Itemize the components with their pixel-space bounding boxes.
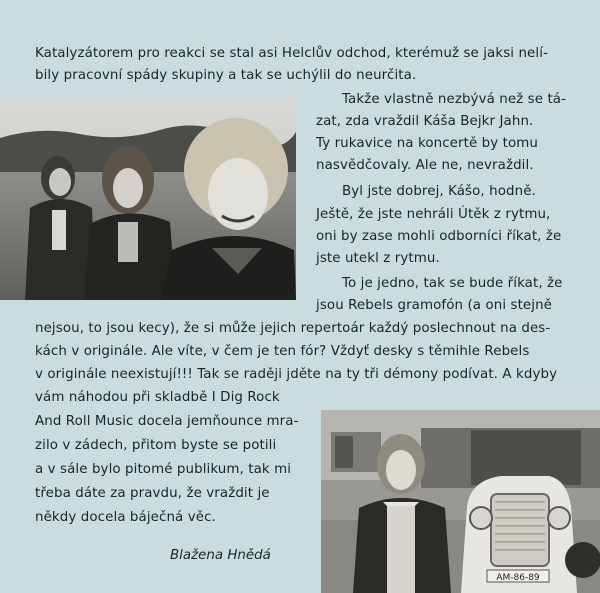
text-line-17: And Roll Music docela jemňounce mra- [35, 414, 299, 429]
text-line-7: Byl jste dobrej, Kášo, hodně. [342, 184, 536, 199]
text-line-10: jste utekl z rytmu. [316, 251, 440, 266]
car-photo-image [321, 410, 600, 593]
text-line-2: bily pracovní spády skupiny a tak se uchýlil do neurčita. [35, 68, 417, 83]
text-line-14: kách v originále. Ale víte, v čem je ten fór? Vždyť desky s těmihle Rebels [35, 344, 530, 359]
text-line-12: jsou Rebels gramofón (a oni stejně [316, 298, 553, 313]
text-line-20: třeba dáte za pravdu, že vraždit je [35, 486, 270, 501]
text-line-15: v originále neexistují!!! Tak se raději jděte na ty tři démony podívat. A kdyby [35, 367, 558, 382]
license-plate: AM-86-89 [496, 573, 540, 583]
text-line-11: To je jedno, tak se bude říkat, že [342, 276, 563, 291]
text-line-6: nasvědčovaly. Ale ne, nevraždil. [316, 158, 534, 173]
text-line-4: zat, zda vraždil Káša Bejkr Jahn. [316, 114, 534, 129]
signature: Blažena Hnědá [170, 548, 271, 563]
text-line-21: někdy docela báječná věc. [35, 510, 216, 525]
text-line-1: Katalyzátorem pro reakci se stal asi Helclův odchod, kterémuž se jaksi nelí- [35, 46, 548, 61]
text-line-16: vám náhodou při skladbě I Dig Rock [35, 390, 280, 405]
text-line-9: oni by zase mohli odborníci říkat, že [316, 229, 562, 244]
text-line-5: Ty rukavice na koncertě by tomu [316, 136, 539, 151]
band-photo [0, 98, 296, 300]
text-line-18: zilo v zádech, přitom byste se potili [35, 438, 277, 453]
text-line-19: a v sále bylo pitomé publikum, tak mi [35, 462, 292, 477]
text-line-8: Ještě, že jste nehráli Útěk z rytmu, [316, 207, 551, 222]
text-line-3: Takže vlastně nezbývá než se tá- [342, 92, 567, 107]
band-photo-image [0, 98, 296, 300]
text-line-13: nejsou, to jsou kecy), že si může jejich repertoár každý poslechnout na des- [35, 321, 551, 336]
car-photo [321, 410, 600, 593]
